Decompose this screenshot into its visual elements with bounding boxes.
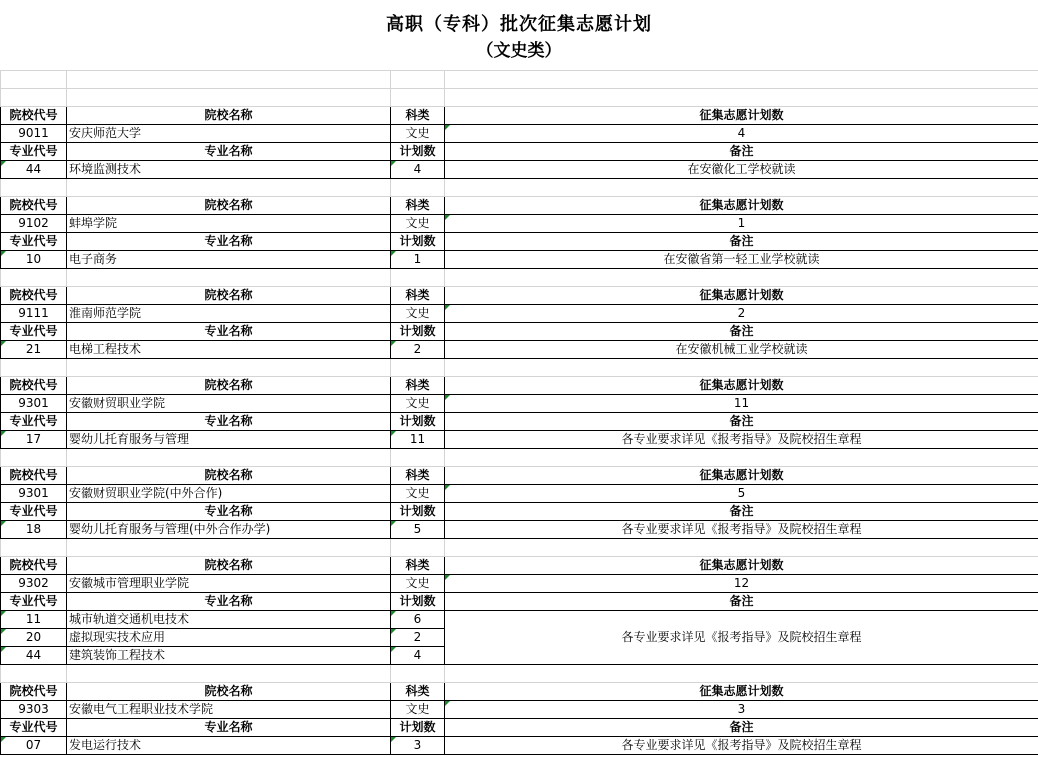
school-code-header[interactable]: 院校代号: [1, 557, 67, 575]
major-code-header[interactable]: 专业代号: [1, 413, 67, 431]
blank-cell[interactable]: [67, 665, 391, 683]
school-row: [1, 125, 1038, 143]
school-header-row: [1, 683, 1038, 701]
category-header[interactable]: 科类: [391, 197, 445, 215]
school-row: [1, 575, 1038, 593]
blank-row: [1, 269, 1038, 287]
plan-total[interactable]: 2: [445, 305, 1038, 323]
plan-total-header[interactable]: 征集志愿计划数: [445, 197, 1038, 215]
major-code[interactable]: 44: [1, 647, 67, 665]
school-name-header[interactable]: 院校名称: [67, 683, 391, 701]
major-code-header[interactable]: 专业代号: [1, 719, 67, 737]
blank-row: [1, 539, 1038, 557]
school-code-header[interactable]: 院校代号: [1, 287, 67, 305]
major-header-row: [1, 413, 1038, 431]
blank-cell[interactable]: [445, 665, 1038, 683]
school-name[interactable]: 安徽财贸职业学院(中外合作): [67, 485, 391, 503]
plan-total-header[interactable]: 征集志愿计划数: [445, 377, 1038, 395]
category[interactable]: 文史: [391, 125, 445, 143]
major-row: [1, 611, 1038, 629]
school-header-row: [1, 467, 1038, 485]
school-header-row: [1, 557, 1038, 575]
blank-cell[interactable]: [1, 269, 67, 287]
page-title: 高职（专科）批次征集志愿计划: [386, 14, 652, 35]
blank-cell[interactable]: [445, 89, 1038, 107]
blank-cell[interactable]: [445, 179, 1038, 197]
major-name-header[interactable]: 专业名称: [67, 719, 391, 737]
school-code[interactable]: 9301: [1, 395, 67, 413]
major-header-row: [1, 323, 1038, 341]
school-name[interactable]: 淮南师范学院: [67, 305, 391, 323]
school-row: [1, 215, 1038, 233]
blank-row: [1, 89, 1038, 107]
plan-total-header[interactable]: 征集志愿计划数: [445, 287, 1038, 305]
major-code[interactable]: 21: [1, 341, 67, 359]
school-code-header[interactable]: 院校代号: [1, 107, 67, 125]
blank-cell[interactable]: [391, 269, 445, 287]
major-name[interactable]: 城市轨道交通机电技术: [67, 611, 391, 629]
plan-count[interactable]: 1: [391, 251, 445, 269]
remark[interactable]: 在安徽化工学校就读: [445, 161, 1038, 179]
plan-total-header[interactable]: 征集志愿计划数: [445, 467, 1038, 485]
remark[interactable]: 各专业要求详见《报考指导》及院校招生章程: [445, 521, 1038, 539]
blank-cell[interactable]: [391, 359, 445, 377]
remarks-header[interactable]: 备注: [445, 719, 1038, 737]
school-header-row: [1, 287, 1038, 305]
plan-count-header[interactable]: 计划数: [391, 719, 445, 737]
major-row: [1, 161, 1038, 179]
remarks-header[interactable]: 备注: [445, 323, 1038, 341]
major-code-header[interactable]: 专业代号: [1, 503, 67, 521]
major-row: [1, 521, 1038, 539]
category[interactable]: 文史: [391, 395, 445, 413]
plan-count[interactable]: 5: [391, 521, 445, 539]
school-header-row: [1, 107, 1038, 125]
major-row: [1, 251, 1038, 269]
plan-count[interactable]: 2: [391, 629, 445, 647]
major-header-row: [1, 719, 1038, 737]
category-header[interactable]: 科类: [391, 287, 445, 305]
school-name-header[interactable]: 院校名称: [67, 107, 391, 125]
plan-total[interactable]: 12: [445, 575, 1038, 593]
major-name[interactable]: 电梯工程技术: [67, 341, 391, 359]
school-row: [1, 395, 1038, 413]
blank-row: [1, 71, 1038, 89]
blank-cell[interactable]: [1, 359, 67, 377]
blank-cell[interactable]: [445, 449, 1038, 467]
major-name[interactable]: 婴幼儿托育服务与管理: [67, 431, 391, 449]
category[interactable]: 文史: [391, 215, 445, 233]
school-code[interactable]: 9111: [1, 305, 67, 323]
category-header[interactable]: 科类: [391, 683, 445, 701]
category-header[interactable]: 科类: [391, 107, 445, 125]
remarks-header[interactable]: 备注: [445, 413, 1038, 431]
major-header-row: [1, 593, 1038, 611]
blank-cell[interactable]: [1, 665, 67, 683]
remark[interactable]: 各专业要求详见《报考指导》及院校招生章程: [445, 737, 1038, 755]
major-header-row: [1, 143, 1038, 161]
school-row: [1, 305, 1038, 323]
plan-total[interactable]: 1: [445, 215, 1038, 233]
blank-cell[interactable]: [391, 89, 445, 107]
major-header-row: [1, 503, 1038, 521]
title-block: [0, 0, 1038, 70]
blank-cell[interactable]: [445, 539, 1038, 557]
major-code[interactable]: 20: [1, 629, 67, 647]
blank-cell[interactable]: [67, 71, 391, 89]
school-code-header[interactable]: 院校代号: [1, 467, 67, 485]
school-name-header[interactable]: 院校名称: [67, 377, 391, 395]
major-row: [1, 737, 1038, 755]
plan-total[interactable]: 11: [445, 395, 1038, 413]
major-code-header[interactable]: 专业代号: [1, 593, 67, 611]
school-name[interactable]: 安徽电气工程职业技术学院: [67, 701, 391, 719]
blank-row: [1, 179, 1038, 197]
blank-cell[interactable]: [391, 179, 445, 197]
blank-cell[interactable]: [1, 449, 67, 467]
school-code-header[interactable]: 院校代号: [1, 683, 67, 701]
remark[interactable]: 各专业要求详见《报考指导》及院校招生章程: [445, 611, 1038, 665]
major-code[interactable]: 11: [1, 611, 67, 629]
major-code[interactable]: 17: [1, 431, 67, 449]
school-row: [1, 485, 1038, 503]
school-name-header[interactable]: 院校名称: [67, 197, 391, 215]
school-code[interactable]: 9301: [1, 485, 67, 503]
blank-cell[interactable]: [67, 449, 391, 467]
blank-cell[interactable]: [67, 359, 391, 377]
school-name[interactable]: 蚌埠学院: [67, 215, 391, 233]
blank-cell[interactable]: [1, 539, 67, 557]
plan-total-header[interactable]: 征集志愿计划数: [445, 557, 1038, 575]
major-name[interactable]: 建筑装饰工程技术: [67, 647, 391, 665]
remark[interactable]: 各专业要求详见《报考指导》及院校招生章程: [445, 431, 1038, 449]
major-name-header[interactable]: 专业名称: [67, 323, 391, 341]
blank-row: [1, 665, 1038, 683]
plan-count[interactable]: 11: [391, 431, 445, 449]
blank-cell[interactable]: [445, 359, 1038, 377]
plan-count-header[interactable]: 计划数: [391, 593, 445, 611]
plan-count[interactable]: 2: [391, 341, 445, 359]
remarks-header[interactable]: 备注: [445, 593, 1038, 611]
blank-cell[interactable]: [67, 179, 391, 197]
blank-cell[interactable]: [391, 449, 445, 467]
remark[interactable]: 在安徽省第一轻工业学校就读: [445, 251, 1038, 269]
category-header[interactable]: 科类: [391, 467, 445, 485]
major-header-row: [1, 233, 1038, 251]
school-name-header[interactable]: 院校名称: [67, 287, 391, 305]
major-code-header[interactable]: 专业代号: [1, 143, 67, 161]
major-code[interactable]: 18: [1, 521, 67, 539]
major-name[interactable]: 环境监测技术: [67, 161, 391, 179]
school-header-row: [1, 377, 1038, 395]
category-header[interactable]: 科类: [391, 557, 445, 575]
school-name[interactable]: 安徽城市管理职业学院: [67, 575, 391, 593]
major-code-header[interactable]: 专业代号: [1, 323, 67, 341]
school-code[interactable]: 9303: [1, 701, 67, 719]
major-name-header[interactable]: 专业名称: [67, 503, 391, 521]
major-name-header[interactable]: 专业名称: [67, 413, 391, 431]
blank-cell[interactable]: [1, 71, 67, 89]
blank-cell[interactable]: [67, 269, 391, 287]
plan-count[interactable]: 4: [391, 161, 445, 179]
category[interactable]: 文史: [391, 305, 445, 323]
major-name[interactable]: 婴幼儿托育服务与管理(中外合作办学): [67, 521, 391, 539]
major-name-header[interactable]: 专业名称: [67, 143, 391, 161]
major-name[interactable]: 虚拟现实技术应用: [67, 629, 391, 647]
major-code[interactable]: 44: [1, 161, 67, 179]
blank-row: [1, 449, 1038, 467]
major-name[interactable]: 发电运行技术: [67, 737, 391, 755]
plan-count[interactable]: 4: [391, 647, 445, 665]
plan-count-header[interactable]: 计划数: [391, 323, 445, 341]
category[interactable]: 文史: [391, 701, 445, 719]
school-row: [1, 701, 1038, 719]
remarks-header[interactable]: 备注: [445, 143, 1038, 161]
plan-total[interactable]: 4: [445, 125, 1038, 143]
remark[interactable]: 在安徽机械工业学校就读: [445, 341, 1038, 359]
category[interactable]: 文史: [391, 485, 445, 503]
school-name[interactable]: 安庆师范大学: [67, 125, 391, 143]
plan-total-header[interactable]: 征集志愿计划数: [445, 683, 1038, 701]
blank-cell[interactable]: [445, 71, 1038, 89]
plan-table: [0, 70, 1038, 755]
school-name-header[interactable]: 院校名称: [67, 467, 391, 485]
school-header-row: [1, 197, 1038, 215]
major-name-header[interactable]: 专业名称: [67, 593, 391, 611]
major-row: [1, 431, 1038, 449]
major-name[interactable]: 电子商务: [67, 251, 391, 269]
school-name[interactable]: 安徽财贸职业学院: [67, 395, 391, 413]
plan-total[interactable]: 5: [445, 485, 1038, 503]
blank-cell[interactable]: [445, 269, 1038, 287]
major-row: [1, 341, 1038, 359]
plan-total[interactable]: 3: [445, 701, 1038, 719]
plan-count-header[interactable]: 计划数: [391, 503, 445, 521]
school-name-header[interactable]: 院校名称: [67, 557, 391, 575]
major-code-header[interactable]: 专业代号: [1, 233, 67, 251]
major-code[interactable]: 07: [1, 737, 67, 755]
plan-count[interactable]: 6: [391, 611, 445, 629]
blank-cell[interactable]: [391, 665, 445, 683]
blank-cell[interactable]: [67, 539, 391, 557]
remarks-header[interactable]: 备注: [445, 503, 1038, 521]
major-code[interactable]: 10: [1, 251, 67, 269]
major-name-header[interactable]: 专业名称: [67, 233, 391, 251]
plan-count-header[interactable]: 计划数: [391, 143, 445, 161]
category-header[interactable]: 科类: [391, 377, 445, 395]
plan-total-header[interactable]: 征集志愿计划数: [445, 107, 1038, 125]
plan-count-header[interactable]: 计划数: [391, 233, 445, 251]
plan-count-header[interactable]: 计划数: [391, 413, 445, 431]
page-subtitle: （文史类）: [476, 41, 562, 61]
school-code[interactable]: 9102: [1, 215, 67, 233]
plan-count[interactable]: 3: [391, 737, 445, 755]
school-code-header[interactable]: 院校代号: [1, 377, 67, 395]
blank-cell[interactable]: [67, 89, 391, 107]
blank-cell[interactable]: [1, 89, 67, 107]
school-code-header[interactable]: 院校代号: [1, 197, 67, 215]
school-code[interactable]: 9302: [1, 575, 67, 593]
category[interactable]: 文史: [391, 575, 445, 593]
school-code[interactable]: 9011: [1, 125, 67, 143]
blank-cell[interactable]: [1, 179, 67, 197]
remarks-header[interactable]: 备注: [445, 233, 1038, 251]
blank-cell[interactable]: [391, 539, 445, 557]
blank-cell[interactable]: [391, 71, 445, 89]
blank-row: [1, 359, 1038, 377]
